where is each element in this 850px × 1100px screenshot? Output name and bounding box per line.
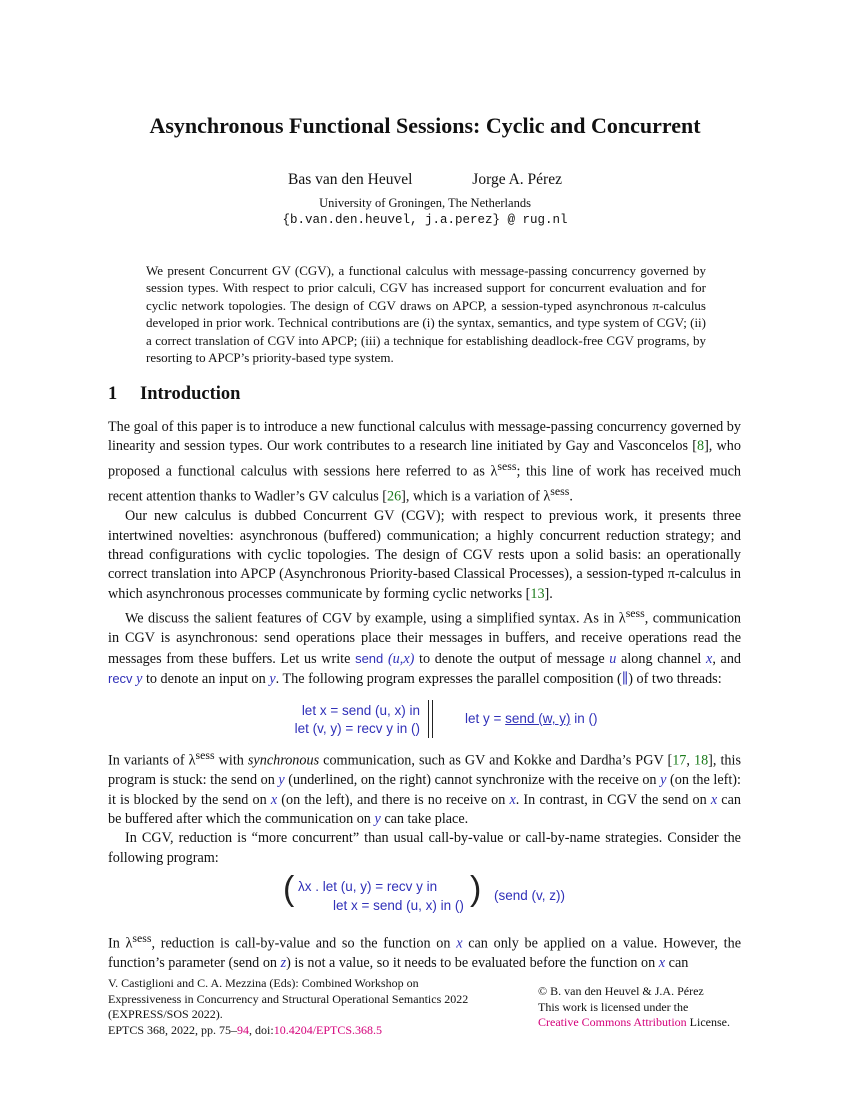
paragraph: In $\lambda^{sess}$, reduction is call-by-value and so the function on x can only be applied on a value. However, the function’s parameter (send on z) is not a value, so it needs to be evaluated before the function on x can xyxy=(108,931,742,972)
code-left-thread xyxy=(250,702,420,738)
author-email: {b.van.den.heuvel, j.a.perez} @ rug.nl xyxy=(282,213,568,227)
author-name: Jorge A. Pérez xyxy=(472,171,562,188)
citation-link[interactable]: 13 xyxy=(530,585,545,602)
paren-left: ( xyxy=(283,870,295,908)
paragraph: The goal of this paper is to introduce a new functional calculus with message-passing concurrency governed by linearity and session types. Our work contributes to a research line initiated by Gay and Vasconcelos [8], who proposed a functional calculus with sessions here referred to as $\lambda^{sess}$; this line of work has received much recent attention thanks to Wadler’s GV calculus [26], which is a variation of $\lambda^{sess}$. xyxy=(108,419,742,505)
citation-link[interactable]: 8 xyxy=(696,438,705,455)
section-title: Introduction xyxy=(140,384,241,404)
citation-link[interactable]: 26 xyxy=(386,488,402,505)
abstract: We present Concurrent GV (CGV), a functional calculus with message-passing concurrency governed by session types. With respect to prior calculi, CGV has increased support for concurrent evaluation and for cyclic network topologies. The design of CGV draws on APCP, a session-typed asynchronous π-calculus developed in prior work. Technical contributions are (i) the syntax, semantics, and type system of CGV; (ii) a correct translation of CGV into APCP; (iii) a technique for establishing deadlock-free CGV programs, by resorting to APCP’s priority-based type system. xyxy=(146,263,706,366)
author-list xyxy=(0,171,850,189)
footer-citation: V. Castiglioni and C. A. Mezzina (Eds): Combined Workshop on Expressiveness in Concurrency and Structural Operational Semantics 2022 (EXPRESS/SOS 2022). EPTCS 368, 2022, pp. 75–94, doi:10.4204/EPTCS.368.5 xyxy=(108,976,469,1037)
code-line: let x = send (u, x) in () xyxy=(333,898,464,913)
underlined-send: send (w, y) xyxy=(505,711,571,726)
section-heading xyxy=(108,384,240,405)
code-line: let (v, y) = recv y in () xyxy=(294,721,420,736)
paragraph: Our new calculus is dubbed Concurrent GV (CGV); with respect to previous work, it presents three intertwined novelties: asynchronous (buffered) communication; a highly concurrent reduction strategy; and thread configurations with cyclic topologies. The design of CGV rests upon a solid basis: an operationally correct translation into APCP (Asynchronous Priority-based Classical Processes), a session-typed π-calculus in which asynchronous processes communicate by forming cyclic networks [13]. xyxy=(108,508,741,602)
affiliation: University of Groningen, The Netherlands xyxy=(319,196,531,210)
code-argument: (send (v, z)) xyxy=(494,888,566,903)
citation-link[interactable]: 18 xyxy=(693,752,709,769)
paren-right: ) xyxy=(470,870,482,908)
intro-text-block-3 xyxy=(108,929,741,974)
code-lambda xyxy=(298,877,464,915)
intro-text-block-2 xyxy=(108,746,741,868)
paper-title: Asynchronous Functional Sessions: Cyclic and Concurrent xyxy=(149,113,701,138)
footer-license: © B. van den Heuvel & J.A. Pérez This work is licensed under the Creative Commons Attribution License. xyxy=(538,984,730,1029)
license-link[interactable]: Creative Commons Attribution xyxy=(538,1015,687,1029)
code-line: λx . let (u, y) = recv y in xyxy=(298,879,438,894)
doi-link[interactable]: 10.4204/EPTCS.368.5 xyxy=(273,1022,383,1037)
section-number: 1 xyxy=(108,384,118,404)
code-right-thread: let y = send (w, y) in () xyxy=(465,711,598,726)
last-page-link[interactable]: 94 xyxy=(237,1022,250,1037)
paragraph: In variants of $\lambda^{sess}$ with synchronous communication, such as GV and Kokke and Dardha’s PGV [17, 18], this program is stuck: the send on y (underlined, on the right) cannot synchronize with the receive on y (on the left): it is blocked by the send on x (on the left), and there is no receive on x. In contrast, in CGV the send on x can be buffered after which the communication on y can take place. xyxy=(108,748,741,827)
citation-link[interactable]: 17 xyxy=(672,752,687,769)
parallel-bar-left xyxy=(428,700,429,738)
code-line: let x = send (u, x) in xyxy=(301,703,420,718)
paragraph: In CGV, reduction is “more concurrent” than usual call-by-value or call-by-name strategies. Consider the following program: xyxy=(108,830,741,866)
intro-text-block-1 xyxy=(108,418,741,689)
paragraph: We discuss the salient features of CGV by example, using a simplified syntax. As in $\lambda^{sess}$, communication in CGV is asynchronous: send operations place their messages in buffers, and receive operations read the messages from these buffers. Let us write send (u,x) to denote the output of message u along channel x, and recv y to denote an input on y. The following program expresses the parallel composition (∥) of two threads: xyxy=(108,606,742,688)
parallel-bar-right xyxy=(432,700,433,738)
author-name: Bas van den Heuvel xyxy=(288,171,413,188)
